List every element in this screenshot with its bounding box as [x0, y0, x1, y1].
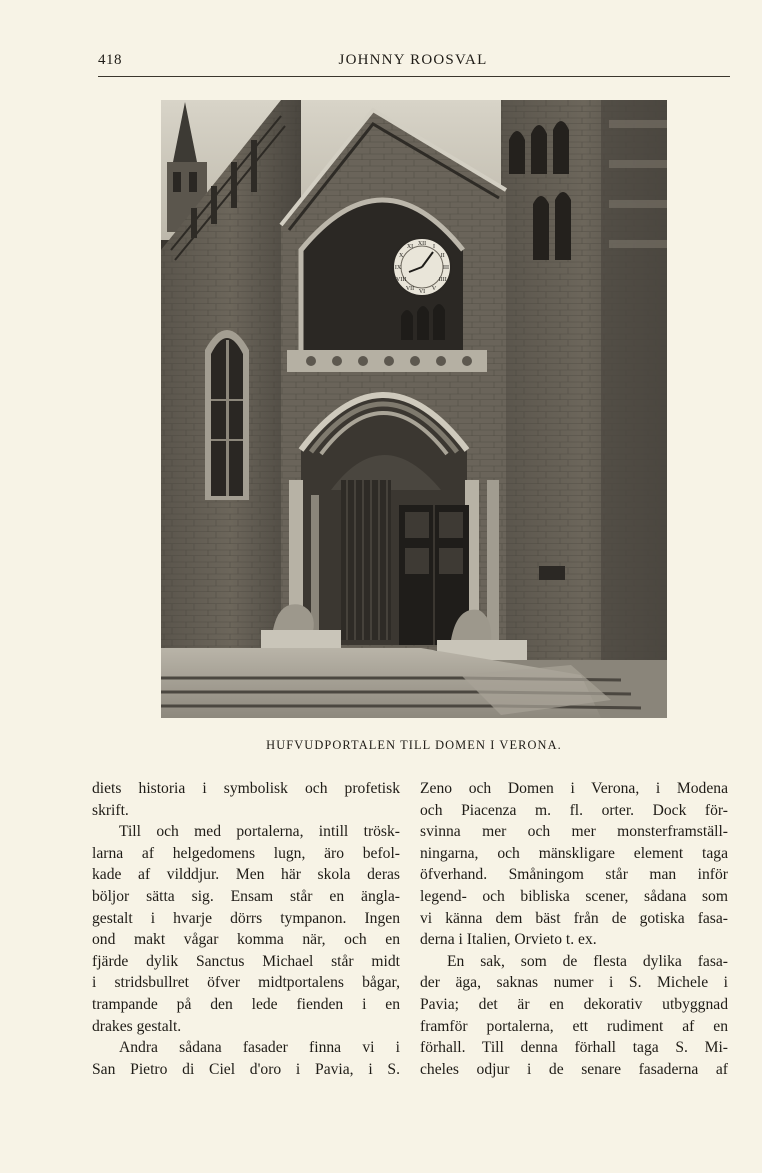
- text-line: ningarna, och mänskligare element taga: [420, 844, 728, 862]
- text-line: och Piacenza m. fl. orter. Dock för-: [420, 801, 728, 819]
- text-line: skrift.: [92, 801, 129, 819]
- text-line: San Pietro di Ciel d'oro i Pavia, i S.: [92, 1060, 400, 1078]
- running-title: JOHNNY ROOSVAL: [338, 52, 488, 68]
- clock-numeral: VIII: [396, 277, 407, 283]
- clock-numeral: I: [433, 244, 435, 251]
- text-line: svinna mer och mer monsterframställ-: [420, 823, 728, 841]
- clock-numeral: X: [399, 253, 404, 259]
- clock-numeral: III: [443, 265, 449, 271]
- text-line: cheles odjur i de senare fasaderna af: [420, 1060, 728, 1078]
- text-line: trampande på den lede fienden i en: [92, 995, 400, 1013]
- clock-numeral: II: [440, 253, 445, 259]
- text-line: vi känna dem bäst från de gotiska fasa-: [420, 909, 728, 927]
- text-line: Pavia; det är en dekorativ utbyggnad: [420, 995, 728, 1013]
- clock-numeral: IX: [394, 265, 402, 271]
- clock-numeral: VII: [405, 285, 415, 292]
- text-column-left: [92, 778, 400, 1080]
- text-line: förhall. Till denna förhall taga S. Mi-: [420, 1039, 728, 1057]
- text-line: diets historia i symbolisk och profetisk: [92, 780, 400, 797]
- running-head: [98, 50, 728, 72]
- figure-caption: HUFVUDPORTALEN TILL DOMEN I VERONA.: [266, 738, 562, 752]
- text-line: legend- och bibliska scener, sådana som: [420, 887, 728, 905]
- text-line: öfverhand. Småningom står man inför: [420, 866, 728, 884]
- text-line: kade af vilddjur. Men här skola deras: [92, 866, 400, 884]
- clock-numeral: IIII: [438, 277, 447, 283]
- text-line: framför portalerna, ett rudiment af en: [420, 1017, 728, 1035]
- page-number: 418: [98, 52, 122, 68]
- text-line: Andra sådana fasader finna vi i: [119, 1039, 400, 1057]
- text-line: Zeno och Domen i Verona, i Modena: [420, 780, 728, 797]
- gothic-window: [205, 330, 249, 500]
- text-line: Till och med portalerna, intill trösk-: [119, 823, 400, 841]
- text-line: der äga, saknas numer i S. Michele i: [420, 974, 728, 992]
- text-line: drakes gestalt.: [92, 1017, 182, 1035]
- text-line: gestalt i hvarje dörrs tympanon. Ingen: [92, 909, 400, 927]
- clock-face: [393, 238, 451, 296]
- wall-plaque: [539, 566, 565, 580]
- porch: [281, 110, 506, 650]
- clock-numeral: XI: [406, 244, 414, 251]
- clock-numeral: VI: [418, 289, 426, 295]
- clock-numeral: XII: [417, 241, 427, 247]
- text-line: i stridsbullret öfver midtportalens bågar,: [92, 974, 400, 992]
- text-line: En sak, som de flesta dylika fasa-: [447, 952, 728, 970]
- text-line: böljor sätta sig. Ensam står en ängla-: [92, 887, 400, 905]
- header-rule: [98, 76, 730, 77]
- cathedral-portal-photograph: [161, 100, 667, 718]
- text-line: larna af helgedomens lugn, äro befol-: [92, 844, 400, 862]
- text-line: derna i Italien, Orvieto t. ex.: [420, 931, 597, 949]
- text-line: ond makt vågar komma när, och en: [92, 931, 400, 949]
- clock-numeral: V: [431, 285, 437, 292]
- text-line: fjärde dylik Sanctus Michael står midt: [92, 952, 400, 970]
- text-column-right: [420, 778, 728, 1080]
